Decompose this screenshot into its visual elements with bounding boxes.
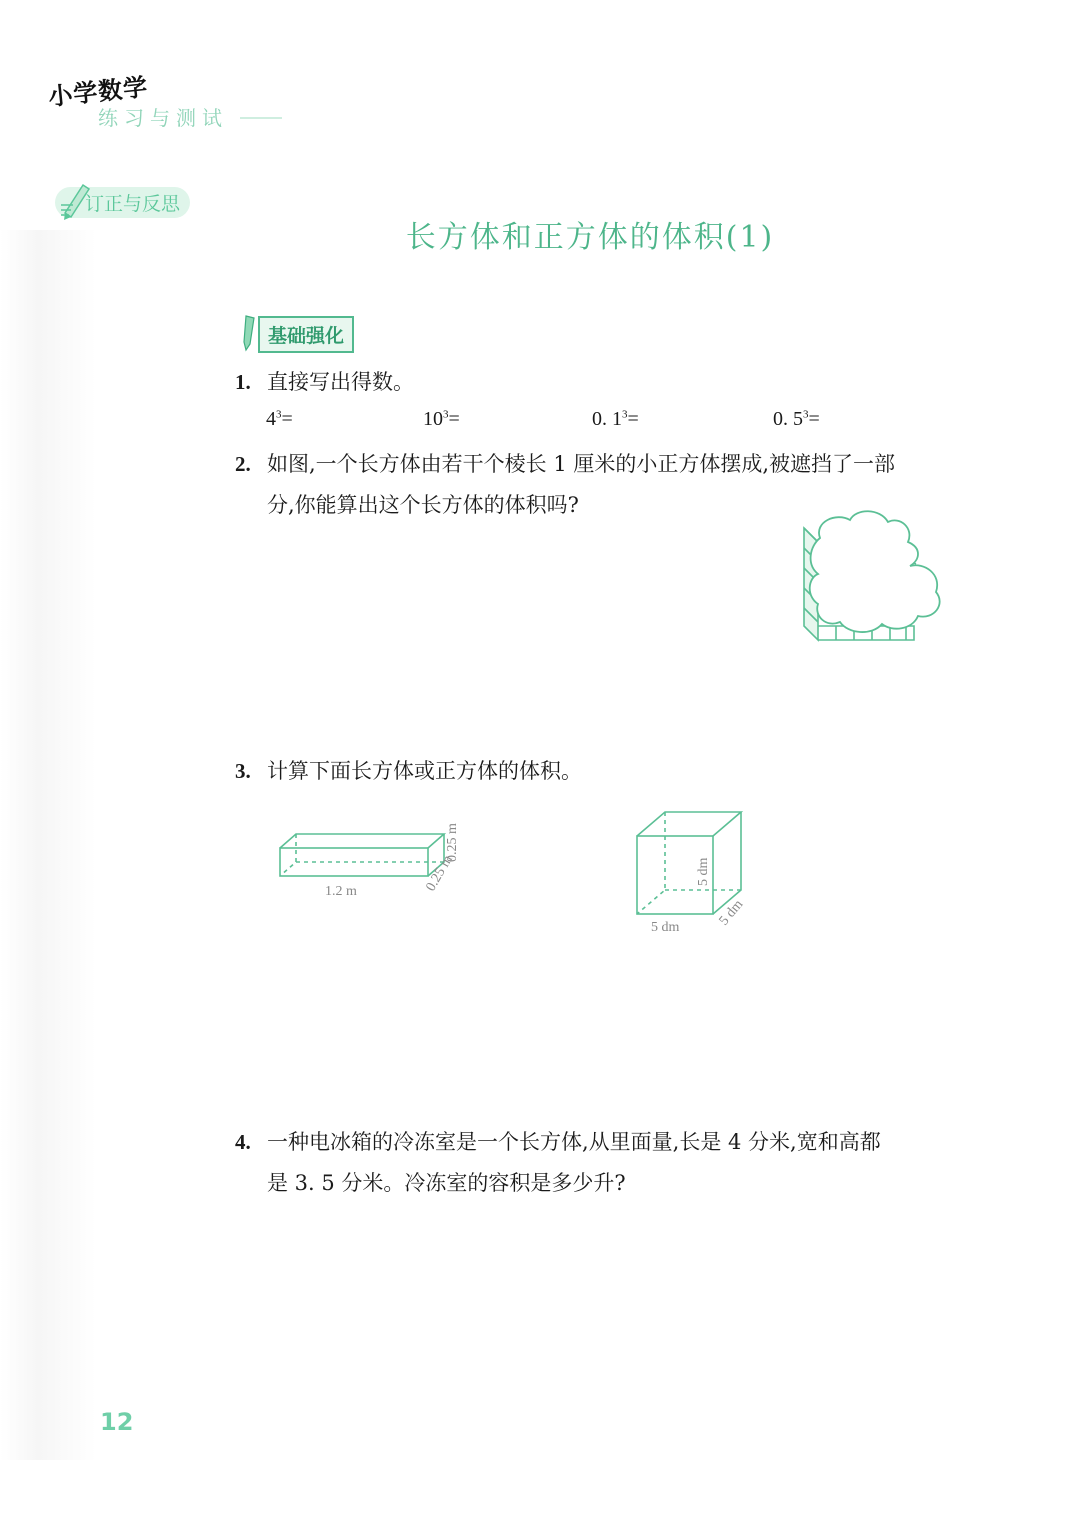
calc-item-3: 0. $1^3=$ (592, 408, 639, 430)
occluded-cuboid-figure (796, 508, 950, 648)
question-text-line: 如图,一个长方体由若干个棱长 1 厘米的小正方体摆成,被遮挡了一部 (267, 452, 896, 476)
section-tag: 基础强化 (258, 316, 354, 353)
section-label (240, 314, 354, 354)
correction-text: 订正与反思 (55, 187, 190, 218)
question-text-line: 是 3. 5 分米。冷冻室的容积是多少升? (267, 1171, 626, 1195)
cuboid-figure (270, 800, 480, 910)
book-subtitle: 练习与测试 (98, 106, 228, 130)
cuboid-width-label: 0.25 m (423, 852, 456, 894)
question-number: 2. (235, 452, 251, 476)
calc-item-1: $4^3=$ (266, 408, 293, 430)
cloud-shape (810, 511, 940, 632)
book-title: 小学数学 (47, 72, 150, 112)
pen-icon (240, 314, 258, 354)
correction-label (55, 185, 190, 219)
question-text-line: 分,你能算出这个长方体的体积吗? (267, 493, 579, 517)
question-1 (235, 362, 975, 403)
question-number: 3. (235, 759, 251, 783)
cuboid-length-label: 1.2 m (325, 884, 357, 899)
margin-strip (0, 230, 96, 1460)
question-number: 4. (235, 1130, 251, 1154)
question-text: 计算下面长方体或正方体的体积。 (267, 759, 582, 783)
cube-height-label: 5 dm (696, 857, 711, 886)
pencil-icon (59, 179, 95, 223)
question-number: 1. (235, 370, 251, 394)
question-3 (235, 751, 975, 792)
page-title: 长方体和正方体的体积(1) (405, 220, 775, 255)
question-text-line: 一种电冰箱的冷冻室是一个长方体,从里面量,长是 4 分米,宽和高都 (267, 1130, 881, 1154)
page-number: 12 (100, 1408, 134, 1436)
calc-item-4: 0. $5^3=$ (773, 408, 820, 430)
cube-figure (625, 800, 765, 940)
cube-front-label: 5 dm (651, 920, 680, 935)
cuboid-height-label: 0.25 m (445, 823, 460, 862)
question-4 (235, 1122, 975, 1204)
question-text: 直接写出得数。 (267, 370, 414, 394)
calc-item-2: $10^3=$ (423, 408, 460, 430)
subtitle-divider (240, 117, 282, 119)
cube-side-label: 5 dm (716, 897, 747, 929)
